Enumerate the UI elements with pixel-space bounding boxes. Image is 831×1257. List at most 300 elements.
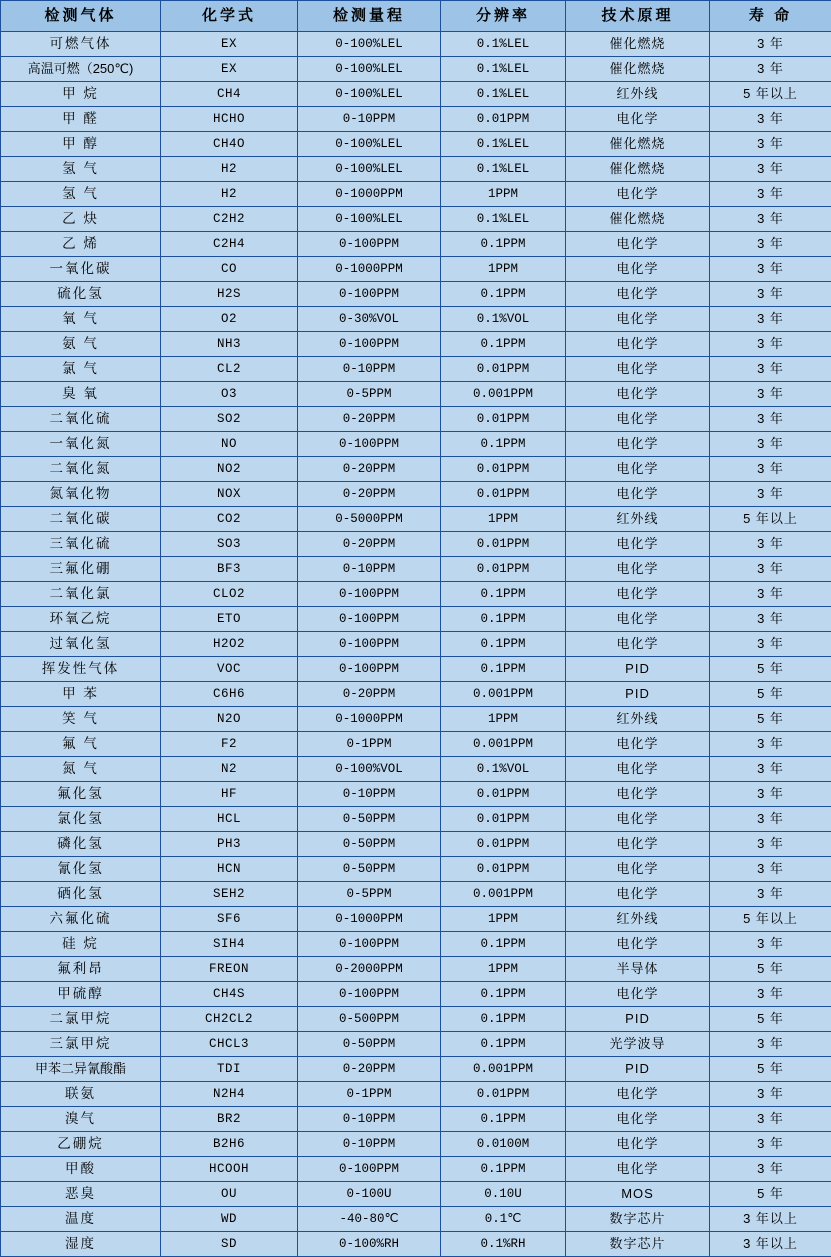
cell-lifespan: 5 年以上 (710, 507, 831, 532)
column-header-gas-name: 检测气体 (1, 1, 161, 32)
cell-chemical-formula: H2O2 (161, 632, 298, 657)
table-row (1, 982, 831, 1007)
cell-detection-range: 0-100%LEL (298, 57, 441, 82)
cell-lifespan: 3 年 (710, 1157, 831, 1182)
cell-technology: 电化学 (566, 1082, 710, 1107)
cell-gas-name: 臭 氧 (1, 382, 161, 407)
table-row (1, 832, 831, 857)
cell-gas-name: 三氧化硫 (1, 532, 161, 557)
table-row (1, 1032, 831, 1057)
cell-technology: PID (566, 682, 710, 707)
cell-resolution: 0.1%LEL (441, 57, 566, 82)
cell-chemical-formula: H2S (161, 282, 298, 307)
cell-technology: 电化学 (566, 182, 710, 207)
cell-gas-name: 甲 醛 (1, 107, 161, 132)
column-header-resolution: 分辨率 (441, 1, 566, 32)
cell-lifespan: 3 年 (710, 1032, 831, 1057)
cell-gas-name: 氧 气 (1, 307, 161, 332)
cell-gas-name: 湿度 (1, 1232, 161, 1257)
cell-resolution: 0.1%VOL (441, 307, 566, 332)
cell-detection-range: 0-1PPM (298, 732, 441, 757)
cell-gas-name: 氟化氢 (1, 782, 161, 807)
cell-technology: 电化学 (566, 557, 710, 582)
cell-detection-range: 0-10PPM (298, 782, 441, 807)
cell-technology: 电化学 (566, 807, 710, 832)
cell-detection-range: 0-20PPM (298, 532, 441, 557)
cell-chemical-formula: WD (161, 1207, 298, 1232)
cell-chemical-formula: H2 (161, 182, 298, 207)
cell-detection-range: 0-20PPM (298, 482, 441, 507)
cell-resolution: 0.1%LEL (441, 207, 566, 232)
cell-technology: 电化学 (566, 307, 710, 332)
cell-detection-range: 0-100PPM (298, 582, 441, 607)
cell-technology: 电化学 (566, 282, 710, 307)
table-row (1, 1107, 831, 1132)
cell-resolution: 0.1PPM (441, 282, 566, 307)
table-row (1, 482, 831, 507)
table-row (1, 732, 831, 757)
cell-resolution: 0.001PPM (441, 732, 566, 757)
table-row (1, 232, 831, 257)
cell-detection-range: 0-10PPM (298, 357, 441, 382)
table-header-row (1, 1, 831, 32)
cell-gas-name: 温度 (1, 1207, 161, 1232)
cell-resolution: 0.01PPM (441, 807, 566, 832)
cell-detection-range: 0-10PPM (298, 1107, 441, 1132)
cell-lifespan: 3 年 (710, 182, 831, 207)
cell-chemical-formula: C2H4 (161, 232, 298, 257)
cell-lifespan: 3 年 (710, 782, 831, 807)
cell-technology: 电化学 (566, 932, 710, 957)
cell-resolution: 0.1℃ (441, 1207, 566, 1232)
cell-chemical-formula: CH2CL2 (161, 1007, 298, 1032)
cell-lifespan: 3 年 (710, 607, 831, 632)
cell-detection-range: 0-20PPM (298, 1057, 441, 1082)
cell-resolution: 1PPM (441, 907, 566, 932)
cell-detection-range: 0-2000PPM (298, 957, 441, 982)
cell-lifespan: 5 年 (710, 682, 831, 707)
cell-chemical-formula: SEH2 (161, 882, 298, 907)
cell-technology: 电化学 (566, 232, 710, 257)
cell-lifespan: 3 年 (710, 757, 831, 782)
cell-lifespan: 3 年 (710, 732, 831, 757)
cell-lifespan: 5 年 (710, 1007, 831, 1032)
column-header-lifespan: 寿 命 (710, 1, 831, 32)
cell-chemical-formula: OU (161, 1182, 298, 1207)
table-row (1, 1157, 831, 1182)
cell-lifespan: 3 年 (710, 57, 831, 82)
cell-detection-range: 0-100%LEL (298, 82, 441, 107)
cell-lifespan: 3 年 (710, 432, 831, 457)
cell-chemical-formula: NOX (161, 482, 298, 507)
cell-gas-name: 甲 苯 (1, 682, 161, 707)
cell-technology: MOS (566, 1182, 710, 1207)
table-row (1, 57, 831, 82)
cell-technology: 电化学 (566, 882, 710, 907)
cell-chemical-formula: HCHO (161, 107, 298, 132)
cell-gas-name: 氟 气 (1, 732, 161, 757)
cell-detection-range: 0-100%LEL (298, 157, 441, 182)
cell-detection-range: 0-100PPM (298, 632, 441, 657)
table-row (1, 607, 831, 632)
cell-chemical-formula: SF6 (161, 907, 298, 932)
cell-lifespan: 3 年 (710, 857, 831, 882)
cell-detection-range: 0-100%LEL (298, 32, 441, 57)
cell-lifespan: 3 年 (710, 1082, 831, 1107)
cell-detection-range: 0-100U (298, 1182, 441, 1207)
cell-gas-name: 一氧化碳 (1, 257, 161, 282)
cell-chemical-formula: HF (161, 782, 298, 807)
cell-chemical-formula: O3 (161, 382, 298, 407)
cell-gas-name: 硒化氢 (1, 882, 161, 907)
cell-resolution: 1PPM (441, 182, 566, 207)
cell-technology: 电化学 (566, 982, 710, 1007)
cell-gas-name: 甲 烷 (1, 82, 161, 107)
cell-lifespan: 3 年 (710, 457, 831, 482)
cell-technology: 电化学 (566, 357, 710, 382)
cell-chemical-formula: FREON (161, 957, 298, 982)
cell-gas-name: 氨 气 (1, 332, 161, 357)
cell-lifespan: 3 年 (710, 157, 831, 182)
cell-lifespan: 3 年 (710, 332, 831, 357)
table-row (1, 507, 831, 532)
cell-technology: 光学波导 (566, 1032, 710, 1057)
cell-technology: 催化燃烧 (566, 132, 710, 157)
cell-chemical-formula: NH3 (161, 332, 298, 357)
table-row (1, 857, 831, 882)
table-row (1, 1007, 831, 1032)
cell-chemical-formula: CLO2 (161, 582, 298, 607)
cell-detection-range: 0-10PPM (298, 107, 441, 132)
cell-gas-name: 乙 烯 (1, 232, 161, 257)
cell-resolution: 0.01PPM (441, 782, 566, 807)
cell-lifespan: 3 年 (710, 207, 831, 232)
cell-resolution: 0.001PPM (441, 1057, 566, 1082)
cell-gas-name: 溴气 (1, 1107, 161, 1132)
cell-lifespan: 3 年 (710, 382, 831, 407)
cell-lifespan: 3 年 (710, 307, 831, 332)
cell-detection-range: 0-20PPM (298, 457, 441, 482)
cell-gas-name: 高温可燃（250℃) (1, 57, 161, 82)
cell-technology: 电化学 (566, 432, 710, 457)
cell-technology: 电化学 (566, 582, 710, 607)
cell-lifespan: 3 年 (710, 882, 831, 907)
cell-detection-range: 0-100PPM (298, 657, 441, 682)
table-row (1, 307, 831, 332)
cell-technology: 催化燃烧 (566, 207, 710, 232)
cell-resolution: 0.1%LEL (441, 157, 566, 182)
table-row (1, 1082, 831, 1107)
cell-chemical-formula: B2H6 (161, 1132, 298, 1157)
cell-detection-range: 0-100PPM (298, 607, 441, 632)
cell-detection-range: 0-20PPM (298, 407, 441, 432)
cell-lifespan: 3 年 (710, 407, 831, 432)
cell-detection-range: 0-10PPM (298, 1132, 441, 1157)
cell-resolution: 0.1PPM (441, 657, 566, 682)
cell-gas-name: 氰化氢 (1, 857, 161, 882)
cell-lifespan: 5 年 (710, 1057, 831, 1082)
table-row (1, 957, 831, 982)
cell-gas-name: 二氧化硫 (1, 407, 161, 432)
cell-lifespan: 3 年 (710, 532, 831, 557)
cell-detection-range: -40-80℃ (298, 1207, 441, 1232)
cell-technology: 电化学 (566, 407, 710, 432)
table-row (1, 357, 831, 382)
table-row (1, 582, 831, 607)
cell-chemical-formula: CH4O (161, 132, 298, 157)
cell-chemical-formula: O2 (161, 307, 298, 332)
cell-detection-range: 0-50PPM (298, 1032, 441, 1057)
table-row (1, 107, 831, 132)
cell-detection-range: 0-500PPM (298, 1007, 441, 1032)
cell-lifespan: 3 年以上 (710, 1232, 831, 1257)
cell-resolution: 0.1%LEL (441, 32, 566, 57)
table-row (1, 132, 831, 157)
cell-chemical-formula: BR2 (161, 1107, 298, 1132)
cell-technology: PID (566, 1007, 710, 1032)
cell-gas-name: 二氯甲烷 (1, 1007, 161, 1032)
table-row (1, 782, 831, 807)
cell-detection-range: 0-50PPM (298, 807, 441, 832)
cell-gas-name: 硫化氢 (1, 282, 161, 307)
cell-lifespan: 3 年 (710, 832, 831, 857)
cell-detection-range: 0-100PPM (298, 282, 441, 307)
cell-resolution: 0.01PPM (441, 457, 566, 482)
cell-gas-name: 一氧化氮 (1, 432, 161, 457)
cell-resolution: 0.001PPM (441, 882, 566, 907)
table-row (1, 157, 831, 182)
cell-lifespan: 3 年 (710, 982, 831, 1007)
cell-lifespan: 3 年 (710, 357, 831, 382)
cell-chemical-formula: BF3 (161, 557, 298, 582)
cell-detection-range: 0-20PPM (298, 682, 441, 707)
cell-technology: 电化学 (566, 532, 710, 557)
cell-detection-range: 0-100PPM (298, 432, 441, 457)
cell-gas-name: 甲苯二异氰酸酯 (1, 1057, 161, 1082)
cell-lifespan: 3 年 (710, 482, 831, 507)
cell-chemical-formula: CO (161, 257, 298, 282)
cell-lifespan: 3 年 (710, 32, 831, 57)
cell-technology: 催化燃烧 (566, 32, 710, 57)
cell-gas-name: 笑 气 (1, 707, 161, 732)
cell-detection-range: 0-5000PPM (298, 507, 441, 532)
cell-lifespan: 5 年 (710, 957, 831, 982)
cell-lifespan: 3 年 (710, 807, 831, 832)
cell-resolution: 0.1PPM (441, 1032, 566, 1057)
cell-lifespan: 5 年以上 (710, 82, 831, 107)
cell-gas-name: 甲酸 (1, 1157, 161, 1182)
cell-chemical-formula: HCL (161, 807, 298, 832)
cell-gas-name: 二氧化氮 (1, 457, 161, 482)
cell-resolution: 0.1%LEL (441, 132, 566, 157)
cell-gas-name: 三氯甲烷 (1, 1032, 161, 1057)
table-row (1, 907, 831, 932)
cell-detection-range: 0-1000PPM (298, 257, 441, 282)
table-row (1, 532, 831, 557)
cell-lifespan: 3 年 (710, 257, 831, 282)
cell-detection-range: 0-50PPM (298, 857, 441, 882)
table-row (1, 332, 831, 357)
cell-resolution: 0.1PPM (441, 332, 566, 357)
cell-technology: 电化学 (566, 257, 710, 282)
table-row (1, 457, 831, 482)
cell-chemical-formula: SD (161, 1232, 298, 1257)
cell-technology: 电化学 (566, 457, 710, 482)
cell-detection-range: 0-1000PPM (298, 707, 441, 732)
cell-resolution: 0.1%LEL (441, 82, 566, 107)
cell-technology: 电化学 (566, 1132, 710, 1157)
table-row (1, 32, 831, 57)
cell-lifespan: 3 年 (710, 132, 831, 157)
cell-technology: 电化学 (566, 632, 710, 657)
cell-lifespan: 3 年 (710, 1132, 831, 1157)
cell-lifespan: 3 年 (710, 282, 831, 307)
cell-chemical-formula: CL2 (161, 357, 298, 382)
cell-lifespan: 5 年以上 (710, 907, 831, 932)
table-row (1, 882, 831, 907)
cell-gas-name: 磷化氢 (1, 832, 161, 857)
cell-technology: 数字芯片 (566, 1207, 710, 1232)
cell-resolution: 0.01PPM (441, 532, 566, 557)
cell-lifespan: 3 年以上 (710, 1207, 831, 1232)
table-row (1, 682, 831, 707)
cell-technology: 红外线 (566, 507, 710, 532)
cell-technology: 电化学 (566, 1157, 710, 1182)
cell-technology: 电化学 (566, 857, 710, 882)
cell-resolution: 0.0100M (441, 1132, 566, 1157)
cell-detection-range: 0-100%RH (298, 1232, 441, 1257)
table-row (1, 207, 831, 232)
cell-gas-name: 乙 炔 (1, 207, 161, 232)
cell-resolution: 0.1PPM (441, 582, 566, 607)
cell-technology: 催化燃烧 (566, 157, 710, 182)
cell-resolution: 0.10U (441, 1182, 566, 1207)
cell-lifespan: 3 年 (710, 582, 831, 607)
table-row (1, 707, 831, 732)
cell-gas-name: 三氟化硼 (1, 557, 161, 582)
cell-resolution: 0.01PPM (441, 107, 566, 132)
cell-gas-name: 氮 气 (1, 757, 161, 782)
cell-gas-name: 甲硫醇 (1, 982, 161, 1007)
cell-resolution: 0.01PPM (441, 407, 566, 432)
cell-gas-name: 乙硼烷 (1, 1132, 161, 1157)
cell-gas-name: 甲 醇 (1, 132, 161, 157)
cell-chemical-formula: SO3 (161, 532, 298, 557)
cell-detection-range: 0-100%LEL (298, 132, 441, 157)
cell-detection-range: 0-1PPM (298, 1082, 441, 1107)
cell-technology: 催化燃烧 (566, 57, 710, 82)
column-header-technology: 技术原理 (566, 1, 710, 32)
cell-chemical-formula: EX (161, 32, 298, 57)
cell-resolution: 0.1PPM (441, 1157, 566, 1182)
cell-lifespan: 3 年 (710, 1107, 831, 1132)
cell-chemical-formula: F2 (161, 732, 298, 757)
cell-resolution: 1PPM (441, 257, 566, 282)
cell-lifespan: 3 年 (710, 107, 831, 132)
cell-gas-name: 氯化氢 (1, 807, 161, 832)
cell-resolution: 0.001PPM (441, 382, 566, 407)
cell-detection-range: 0-10PPM (298, 557, 441, 582)
cell-chemical-formula: EX (161, 57, 298, 82)
cell-technology: 电化学 (566, 832, 710, 857)
cell-detection-range: 0-100%VOL (298, 757, 441, 782)
cell-detection-range: 0-100PPM (298, 932, 441, 957)
cell-technology: 电化学 (566, 382, 710, 407)
column-header-detection-range: 检测量程 (298, 1, 441, 32)
cell-chemical-formula: N2 (161, 757, 298, 782)
table-row (1, 1132, 831, 1157)
table-row (1, 282, 831, 307)
cell-resolution: 0.1PPM (441, 1007, 566, 1032)
cell-gas-name: 硅 烷 (1, 932, 161, 957)
cell-resolution: 0.01PPM (441, 482, 566, 507)
cell-resolution: 0.01PPM (441, 557, 566, 582)
cell-lifespan: 5 年 (710, 657, 831, 682)
table-row (1, 807, 831, 832)
cell-gas-name: 联氨 (1, 1082, 161, 1107)
cell-gas-name: 六氟化硫 (1, 907, 161, 932)
cell-lifespan: 3 年 (710, 932, 831, 957)
cell-lifespan: 3 年 (710, 557, 831, 582)
cell-technology: 红外线 (566, 707, 710, 732)
cell-resolution: 0.1PPM (441, 607, 566, 632)
cell-chemical-formula: NO2 (161, 457, 298, 482)
cell-technology: 电化学 (566, 757, 710, 782)
cell-chemical-formula: ETO (161, 607, 298, 632)
cell-gas-name: 氢 气 (1, 182, 161, 207)
table-row (1, 1207, 831, 1232)
cell-chemical-formula: CHCL3 (161, 1032, 298, 1057)
cell-technology: 数字芯片 (566, 1232, 710, 1257)
cell-technology: 红外线 (566, 82, 710, 107)
cell-resolution: 0.1PPM (441, 982, 566, 1007)
cell-resolution: 0.01PPM (441, 857, 566, 882)
cell-technology: 半导体 (566, 957, 710, 982)
cell-detection-range: 0-100PPM (298, 232, 441, 257)
cell-resolution: 0.1PPM (441, 1107, 566, 1132)
table-row (1, 557, 831, 582)
cell-resolution: 0.1PPM (441, 932, 566, 957)
cell-resolution: 0.1%VOL (441, 757, 566, 782)
table-row (1, 432, 831, 457)
cell-lifespan: 3 年 (710, 632, 831, 657)
table-row (1, 257, 831, 282)
cell-chemical-formula: N2H4 (161, 1082, 298, 1107)
cell-lifespan: 5 年 (710, 707, 831, 732)
cell-resolution: 0.1%RH (441, 1232, 566, 1257)
cell-gas-name: 挥发性气体 (1, 657, 161, 682)
cell-detection-range: 0-100PPM (298, 1157, 441, 1182)
table-row (1, 82, 831, 107)
cell-gas-name: 二氧化碳 (1, 507, 161, 532)
cell-gas-name: 氟利昂 (1, 957, 161, 982)
cell-chemical-formula: CH4S (161, 982, 298, 1007)
cell-detection-range: 0-100PPM (298, 982, 441, 1007)
cell-chemical-formula: H2 (161, 157, 298, 182)
cell-resolution: 0.01PPM (441, 1082, 566, 1107)
cell-gas-name: 氢 气 (1, 157, 161, 182)
table-row (1, 757, 831, 782)
table-row (1, 657, 831, 682)
cell-resolution: 0.1PPM (441, 232, 566, 257)
cell-resolution: 0.1PPM (441, 432, 566, 457)
cell-chemical-formula: C6H6 (161, 682, 298, 707)
cell-detection-range: 0-100PPM (298, 332, 441, 357)
cell-technology: 电化学 (566, 1107, 710, 1132)
cell-gas-name: 环氧乙烷 (1, 607, 161, 632)
cell-chemical-formula: HCN (161, 857, 298, 882)
table-row (1, 407, 831, 432)
